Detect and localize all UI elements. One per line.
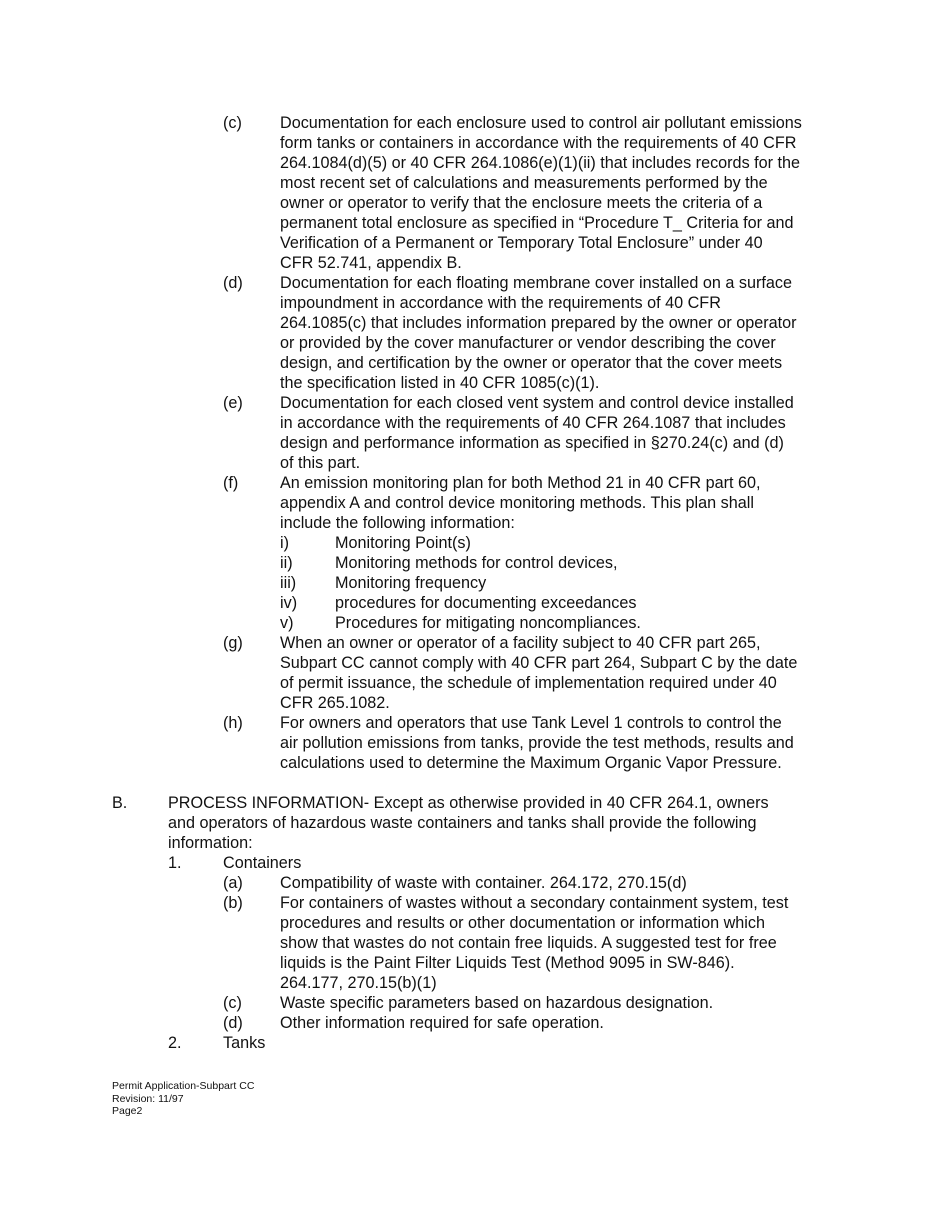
- container-item-text-line: Waste specific parameters based on hazardous designation.: [280, 994, 714, 1012]
- list-item-text-line: most recent set of calculations and measurements performed by the: [280, 174, 768, 192]
- container-item-text-line: Other information required for safe operation.: [280, 1014, 604, 1032]
- sublist-item-text: Monitoring Point(s): [335, 534, 471, 552]
- list-item-text-line: CFR 265.1082.: [280, 694, 390, 712]
- section-b-label: B.: [112, 794, 128, 812]
- list-item-label: (d): [223, 274, 243, 292]
- list-item-text-line: Documentation for each enclosure used to control air pollutant emissions: [280, 114, 802, 132]
- container-item-text-line: show that wastes do not contain free liquids. A suggested test for free: [280, 934, 777, 952]
- list-item-text-line: Verification of a Permanent or Temporary Total Enclosure” under 40: [280, 234, 763, 252]
- list-item-text-line: When an owner or operator of a facility subject to 40 CFR part 265,: [280, 634, 761, 652]
- container-item-label: (b): [223, 894, 243, 912]
- container-item-text-line: liquids is the Paint Filter Liquids Test (Method 9095 in SW-846).: [280, 954, 735, 972]
- sublist-item-text: Monitoring frequency: [335, 574, 487, 592]
- container-item-text-line: 264.177, 270.15(b)(1): [280, 974, 437, 992]
- list-item-text-line: owner or operator to verify that the enclosure meets the criteria of a: [280, 194, 763, 212]
- list-item-text-line: form tanks or containers in accordance with the requirements of 40 CFR: [280, 134, 797, 152]
- list-item-text-line: An emission monitoring plan for both Method 21 in 40 CFR part 60,: [280, 474, 761, 492]
- list-item-text-line: in accordance with the requirements of 40 CFR 264.1087 that includes: [280, 414, 786, 432]
- list-item-text-line: appendix A and control device monitoring methods. This plan shall: [280, 494, 754, 512]
- list-item-text-line: For owners and operators that use Tank Level 1 controls to control the: [280, 714, 782, 732]
- container-item-label: (c): [223, 994, 242, 1012]
- footer-page-number: Page2: [112, 1105, 143, 1117]
- sublist-item-label: iv): [280, 594, 298, 612]
- section-b-text-line: PROCESS INFORMATION- Except as otherwise provided in 40 CFR 264.1, owners: [168, 794, 769, 812]
- footer-title: Permit Application-Subpart CC: [112, 1080, 255, 1092]
- sublist-item-label: i): [280, 534, 289, 552]
- container-item-text-line: For containers of wastes without a secondary containment system, test: [280, 894, 789, 912]
- list-item-label: (e): [223, 394, 243, 412]
- sublist-item-label: v): [280, 614, 294, 632]
- list-item-text-line: Subpart CC cannot comply with 40 CFR part 264, Subpart C by the date: [280, 654, 798, 672]
- container-item-label: (a): [223, 874, 243, 892]
- list-item-text-line: of permit issuance, the schedule of implementation required under 40: [280, 674, 777, 692]
- list-item-text-line: 264.1085(c) that includes information prepared by the owner or operator: [280, 314, 797, 332]
- footer-revision: Revision: 11/97: [112, 1092, 184, 1105]
- list-item-text-line: the specification listed in 40 CFR 1085(c)(1).: [280, 374, 600, 392]
- list-item-text-line: calculations used to determine the Maximum Organic Vapor Pressure.: [280, 754, 782, 772]
- list-item-text-line: include the following information:: [280, 514, 515, 532]
- section-b-text-line: information:: [168, 834, 253, 852]
- container-item-label: (d): [223, 1014, 243, 1032]
- list-item-text-line: 264.1084(d)(5) or 40 CFR 264.1086(e)(1)(ii) that includes records for the: [280, 154, 801, 172]
- list-item-label: (h): [223, 714, 243, 732]
- list-item-text-line: CFR 52.741, appendix B.: [280, 254, 462, 272]
- list-item-label: (f): [223, 474, 239, 492]
- sublist-item-text: Procedures for mitigating noncompliances.: [335, 614, 641, 632]
- section-b-text-line: and operators of hazardous waste containers and tanks shall provide the following: [168, 814, 757, 832]
- tanks-heading: Tanks: [223, 1034, 266, 1052]
- list-item-text-line: design and performance information as specified in §270.24(c) and (d): [280, 434, 784, 452]
- list-item-label: (c): [223, 114, 242, 132]
- tanks-number: 2.: [168, 1034, 182, 1052]
- container-item-text-line: procedures and results or other documentation or information which: [280, 914, 765, 932]
- list-item-text-line: permanent total enclosure as specified in “Procedure T_ Criteria for and: [280, 214, 794, 232]
- containers-heading: Containers: [223, 854, 302, 872]
- list-item-label: (g): [223, 634, 243, 652]
- sublist-item-text: Monitoring methods for control devices,: [335, 554, 618, 572]
- list-item-text-line: design, and certification by the owner or operator that the cover meets: [280, 354, 783, 372]
- container-item-text-line: Compatibility of waste with container. 264.172, 270.15(d): [280, 874, 687, 892]
- sublist-item-label: iii): [280, 574, 297, 592]
- list-item-text-line: Documentation for each floating membrane cover installed on a surface: [280, 274, 792, 292]
- list-item-text-line: impoundment in accordance with the requirements of 40 CFR: [280, 294, 721, 312]
- list-item-text-line: air pollution emissions from tanks, provide the test methods, results and: [280, 734, 794, 752]
- list-item-text-line: Documentation for each closed vent system and control device installed: [280, 394, 794, 412]
- sublist-item-label: ii): [280, 554, 293, 572]
- page-footer: [112, 1080, 254, 1118]
- sublist-item-text: procedures for documenting exceedances: [335, 594, 637, 612]
- list-item-text-line: or provided by the cover manufacturer or vendor describing the cover: [280, 334, 776, 352]
- containers-number: 1.: [168, 854, 182, 872]
- list-item-text-line: of this part.: [280, 454, 361, 472]
